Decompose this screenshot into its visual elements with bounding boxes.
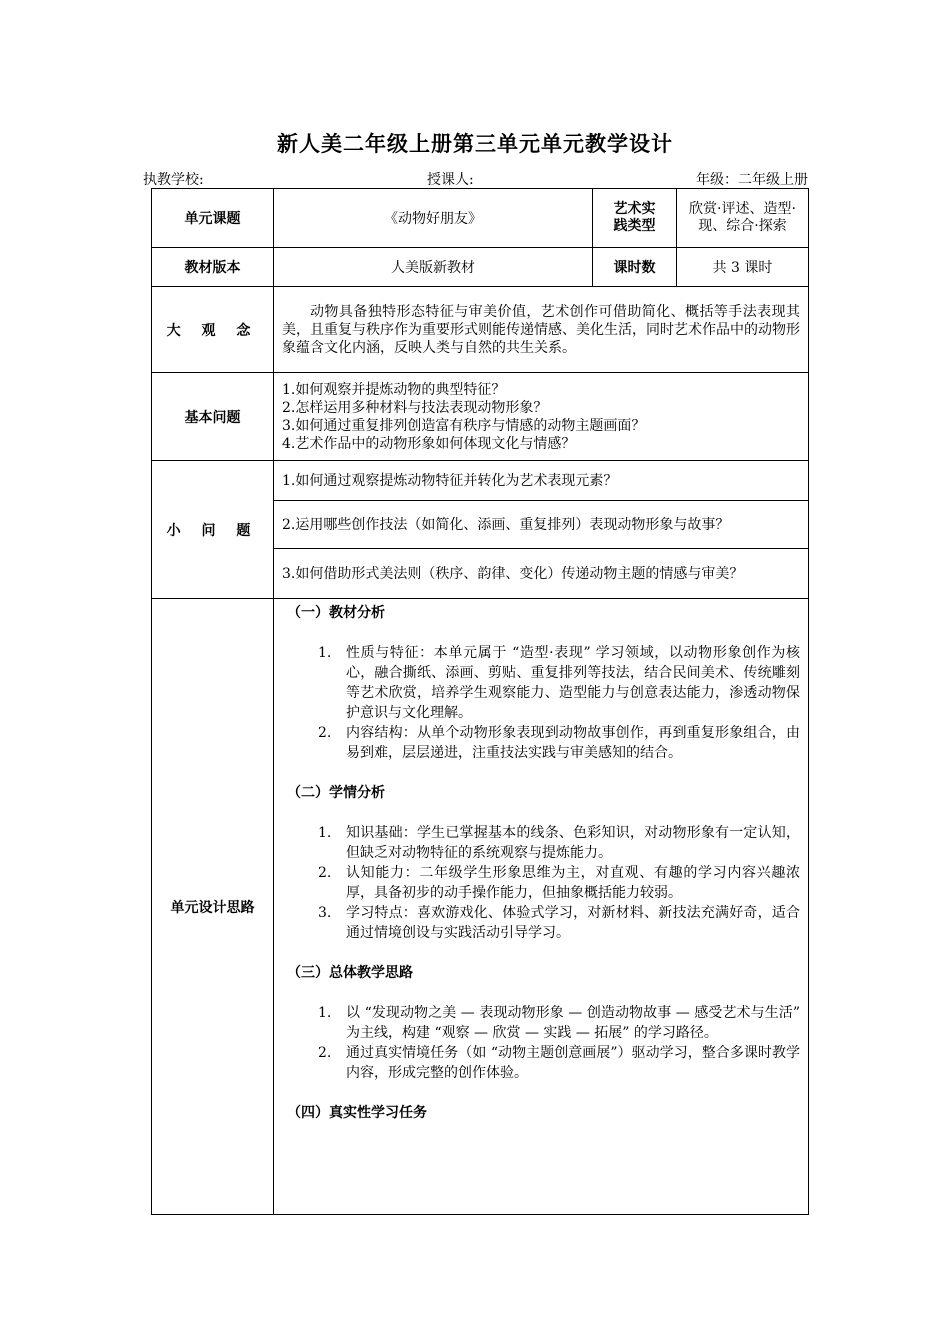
practice-type-value: 欣赏·评述、造型·现、综合·探索	[677, 189, 809, 248]
section-heading: （四）真实性学习任务	[287, 1105, 427, 1121]
row-unit-topic	[152, 189, 809, 248]
big-idea-text: 动物具备独特形态特征与审美价值，艺术创作可借助简化、概括等手法表现其美，且重复与秩序作为重要形式则能传递情感、美化生活，同时艺术作品中的动物形象蕴含文化内涵，反映人类与自然的共生关系。	[274, 287, 809, 373]
list-item: 3. 学习特点：喜欢游戏化、体验式学习，对新材料、新技法充满好奇，适合通过情境创设与实践活动引导学习。	[318, 905, 800, 941]
small-question: 3.如何借助形式美法则（秩序、韵律、变化）传递动物主题的情感与审美？	[274, 549, 809, 599]
list-item: 1. 以 “发现动物之美 — 表现动物形象 — 创造动物故事 — 感受艺术与生活” 为主线，构建 “观察 — 欣赏 — 实践 — 拓展” 的学习路径。	[318, 1005, 800, 1041]
basic-question: 4.艺术作品中的动物形象如何体现文化与情感？	[282, 435, 576, 452]
section-list	[287, 823, 800, 943]
list-item: 2. 通过真实情境任务（如 “动物主题创意画展”）驱动学习，整合多课时教学内容，形成完整的创作体验。	[318, 1045, 800, 1081]
design-label: 单元设计思路	[152, 599, 274, 1215]
list-item: 2. 认知能力：二年级学生形象思维为主，对直观、有趣的学习内容兴趣浓厚，具备初步的动手操作能力，但抽象概括能力较弱。	[318, 865, 800, 901]
small-question: 1.如何通过观察提炼动物特征并转化为艺术表现元素？	[274, 461, 809, 501]
row-small-questions	[152, 461, 809, 501]
list-item: 1. 性质与特征：本单元属于 “造型·表现” 学习领域，以动物形象创作为核心，融合撕纸、添画、剪贴、重复排列等技法，结合民间美术、传统雕刻等艺术欣赏，培养学生观察能力、造型能力与创意表达能力，渗透动物保护意识与文化理解。	[318, 645, 800, 721]
page-title: 新人美二年级上册第三单元单元教学设计	[277, 131, 673, 156]
basic-questions-label: 基本问题	[152, 373, 274, 461]
basic-question: 3.如何通过重复排列创造富有秩序与情感的动物主题画面？	[282, 417, 646, 434]
school-field: 执教学校:	[143, 172, 204, 188]
unit-topic-value: 《动物好朋友》	[274, 189, 593, 248]
basic-question: 2.怎样运用多种材料与技法表现动物形象？	[282, 399, 548, 416]
meta-row	[143, 169, 808, 189]
basic-questions-list	[274, 373, 809, 461]
design-table	[151, 188, 809, 1215]
small-questions-label: 小 问 题	[152, 461, 274, 599]
small-question: 2.运用哪些创作技法（如简化、添画、重复排列）表现动物形象与故事？	[274, 501, 809, 549]
list-item: 1. 知识基础：学生已掌握基本的线条、色彩知识，对动物形象有一定认知，但缺乏对动物特征的系统观察与提炼能力。	[318, 825, 800, 861]
practice-type-label: 艺术实践类型	[593, 189, 677, 248]
row-design	[152, 599, 809, 1215]
section-list	[287, 643, 800, 763]
teacher-field: 授课人:	[427, 172, 474, 188]
basic-question: 1.如何观察并提炼动物的典型特征？	[282, 381, 506, 398]
row-edition	[152, 248, 809, 287]
big-idea-label: 大 观 念	[152, 287, 274, 373]
section-heading: （一）教材分析	[287, 605, 385, 621]
edition-value: 人美版新教材	[274, 248, 593, 287]
edition-label: 教材版本	[152, 248, 274, 287]
hours-value: 共 3 课时	[677, 248, 809, 287]
list-item: 2. 内容结构：从单个动物形象表现到动物故事创作，再到重复形象组合，由易到难，层层递进，注重技法实践与审美感知的结合。	[318, 725, 800, 761]
section-heading: （三）总体教学思路	[287, 965, 413, 981]
unit-topic-label: 单元课题	[152, 189, 274, 248]
row-basic-questions	[152, 373, 809, 461]
section-list	[287, 1003, 800, 1083]
hours-label: 课时数	[593, 248, 677, 287]
grade-field: 年级：二年级上册	[696, 172, 808, 188]
section-heading: （二）学情分析	[287, 785, 385, 801]
design-content	[274, 599, 809, 1215]
row-big-idea	[152, 287, 809, 373]
